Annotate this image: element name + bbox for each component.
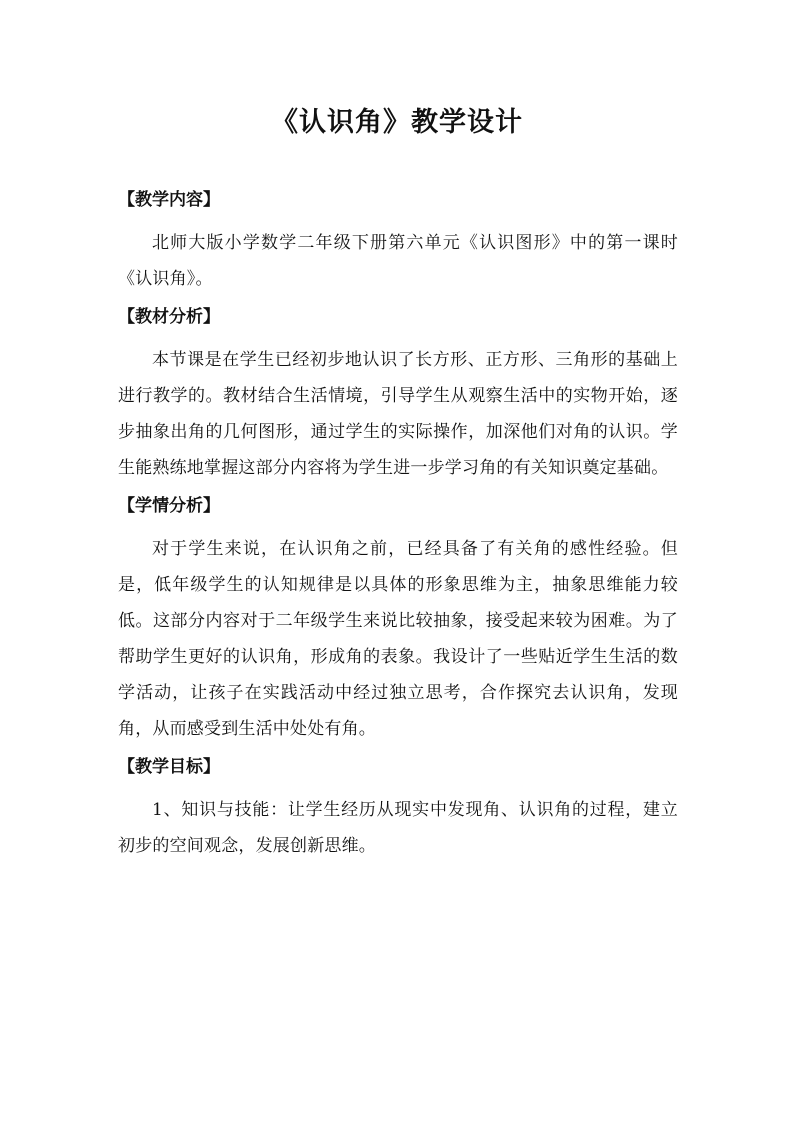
section-teaching-content <box>118 188 678 297</box>
paragraph: 北师大版小学数学二年级下册第六单元《认识图形》中的第一课时《认识角》。 <box>118 233 678 289</box>
section-heading: 【教学内容】 <box>118 190 220 210</box>
section-material-analysis <box>118 305 678 486</box>
section-student-analysis <box>118 494 678 747</box>
paragraph: 1、知识与技能：让学生经历从现实中发现角、认识角的过程，建立初步的空间观念，发展创新思维。 <box>118 800 678 856</box>
section-heading: 【教学目标】 <box>118 757 220 777</box>
document-body <box>118 188 678 872</box>
paragraph: 本节课是在学生已经初步地认识了长方形、正方形、三角形的基础上进行教学的。教材结合生活情境，引导学生从观察生活中的实物开始，逐步抽象出角的几何图形，通过学生的实际操作，加深他们对角的认识。学生能熟练地掌握这部分内容将为学生进一步学习角的有关知识奠定基础。 <box>118 350 678 478</box>
section-heading: 【学情分析】 <box>118 496 220 516</box>
section-teaching-goals <box>118 755 678 864</box>
paragraph: 对于学生来说，在认识角之前，已经具备了有关角的感性经验。但是，低年级学生的认知规律是以具体的形象思维为主，抽象思维能力较低。这部分内容对于二年级学生来说比较抽象，接受起来较为困难。为了帮助学生更好的认识角，形成角的表象。我设计了一些贴近学生生活的数学活动，让孩子在实践活动中经过独立思考，合作探究去认识角，发现角，从而感受到生活中处处有角。 <box>118 539 678 739</box>
document-title: 《认识角》教学设计 <box>271 107 523 138</box>
section-heading: 【教材分析】 <box>118 307 220 327</box>
